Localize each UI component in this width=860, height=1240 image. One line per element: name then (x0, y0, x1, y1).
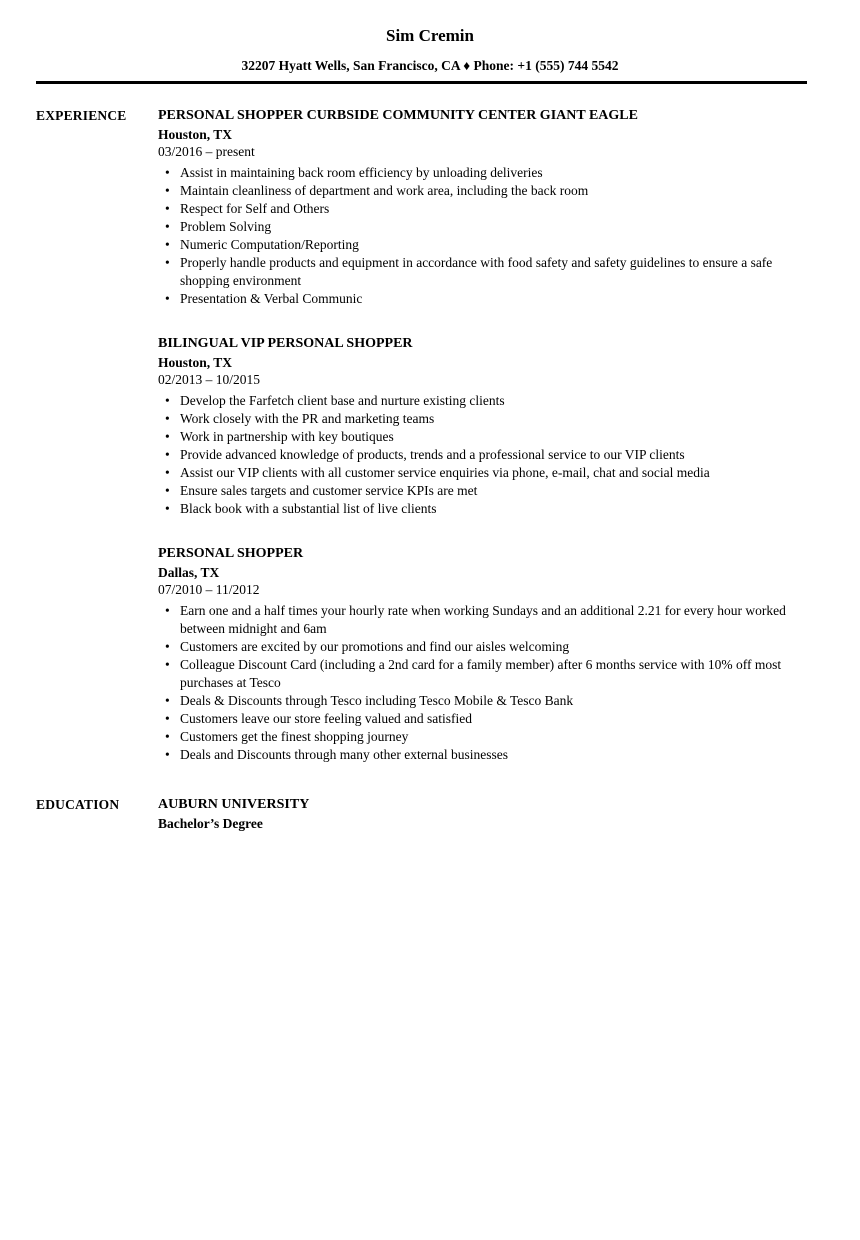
job-bullet: • Black book with a substantial list of live clients (158, 500, 807, 518)
experience-section-label: EXPERIENCE (36, 108, 127, 123)
job-location: Houston, TX (158, 127, 233, 142)
job-bullet: • Colleague Discount Card (including a 2nd card for a family member) after 6 months service with 10% off most purchases at Tesco (158, 656, 807, 692)
job-bullet: • Develop the Farfetch client base and nurture existing clients (158, 392, 807, 410)
job-title: BILINGUAL VIP PERSONAL SHOPPER (158, 336, 413, 351)
job-bullet: • Respect for Self and Others (158, 200, 807, 218)
job-entry (158, 106, 807, 308)
education-section-label: EDUCATION (36, 797, 120, 812)
job-dates: 02/2013 – 10/2015 (158, 372, 261, 387)
resume-name: Sim Cremin (386, 26, 474, 45)
job-bullet: • Customers are excited by our promotions and find our aisles welcoming (158, 638, 807, 656)
job-bullet: • Maintain cleanliness of department and work area, including the back room (158, 182, 807, 200)
job-bullet: • Earn one and a half times your hourly rate when working Sundays and an additional 2.21 for every hour worked between midnight and 6am (158, 602, 807, 638)
job-title: PERSONAL SHOPPER CURBSIDE COMMUNITY CENTER GIANT EAGLE (158, 108, 638, 123)
job-bullet: • Deals and Discounts through many other external businesses (158, 746, 807, 764)
job-bullet: • Properly handle products and equipment in accordance with food safety and safety guidelines to ensure a safe shopping environment (158, 254, 807, 290)
education-section (0, 795, 860, 833)
school-name: AUBURN UNIVERSITY (158, 797, 310, 812)
job-dates: 03/2016 – present (158, 144, 255, 159)
job-bullet: • Customers get the finest shopping journey (158, 728, 807, 746)
school-degree: Bachelor’s Degree (158, 816, 263, 831)
header-divider (36, 81, 807, 84)
job-bullet: • Assist in maintaining back room efficiency by unloading deliveries (158, 164, 807, 182)
job-bullet: • Presentation & Verbal Communic (158, 290, 807, 308)
schools-list (158, 795, 807, 833)
job-bullet: • Customers leave our store feeling valued and satisfied (158, 710, 807, 728)
job-dates: 07/2010 – 11/2012 (158, 582, 260, 597)
job-bullets (158, 602, 807, 764)
job-bullet: • Work in partnership with key boutiques (158, 428, 807, 446)
job-title: PERSONAL SHOPPER (158, 546, 304, 561)
job-bullets (158, 392, 807, 518)
school-entry (158, 795, 807, 833)
job-location: Houston, TX (158, 355, 233, 370)
experience-section (0, 106, 860, 764)
job-bullet: • Assist our VIP clients with all customer service enquiries via phone, e-mail, chat and social media (158, 464, 807, 482)
job-bullet: • Ensure sales targets and customer service KPIs are met (158, 482, 807, 500)
job-bullet: • Numeric Computation/Reporting (158, 236, 807, 254)
contact-line: 32207 Hyatt Wells, San Francisco, CA ♦ Phone: +1 (555) 744 5542 (241, 58, 619, 73)
job-bullet: • Provide advanced knowledge of products, trends and a professional service to our VIP clients (158, 446, 807, 464)
job-bullet: • Problem Solving (158, 218, 807, 236)
jobs-list (158, 106, 807, 764)
job-bullets (158, 164, 807, 308)
job-bullet: • Deals & Discounts through Tesco including Tesco Mobile & Tesco Bank (158, 692, 807, 710)
job-location: Dallas, TX (158, 565, 220, 580)
job-entry (158, 334, 807, 518)
job-entry (158, 544, 807, 764)
job-bullet: • Work closely with the PR and marketing teams (158, 410, 807, 428)
